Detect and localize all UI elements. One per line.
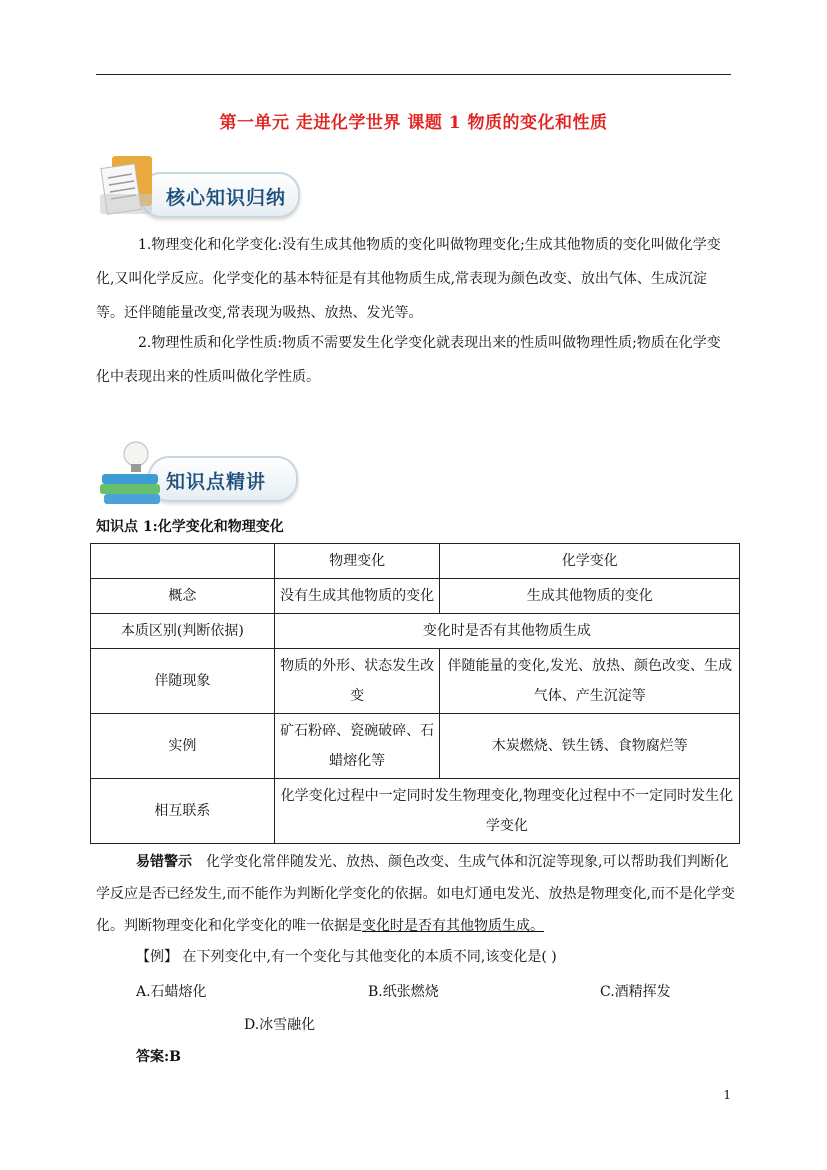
table-row	[91, 649, 740, 714]
chemical-cell: 生成其他物质的变化	[440, 579, 740, 614]
physical-cell: 没有生成其他物质的变化	[274, 579, 440, 614]
chemical-cell: 木炭燃烧、铁生锈、食物腐烂等	[440, 714, 740, 779]
core-paragraph-2: 2.物理性质和化学性质:物质不需要发生化学变化就表现出来的性质叫做物理性质;物质在化学变化中表现出来的性质叫做化学性质。	[96, 335, 721, 385]
table-row	[91, 579, 740, 614]
option-c: C.酒精挥发	[600, 984, 671, 1000]
table-header-cell: 化学变化	[440, 544, 740, 579]
warning-underlined-text: 变化时是否有其他物质生成。	[362, 918, 544, 934]
physical-cell: 物质的外形、状态发生改变	[274, 649, 440, 714]
row-label: 实例	[91, 714, 275, 779]
merged-cell: 化学变化过程中一定同时发生物理变化,物理变化过程中不一定同时发生化学变化	[274, 779, 739, 844]
knowledge-point-heading: 知识点 1:化学变化和物理变化	[96, 519, 284, 535]
table-row	[91, 779, 740, 844]
table-row	[91, 614, 740, 649]
table-row	[91, 714, 740, 779]
page-number: 1	[723, 1088, 731, 1102]
row-label: 相互联系	[91, 779, 275, 844]
table-header-cell	[91, 544, 275, 579]
header-rule	[96, 74, 731, 75]
chemical-cell: 伴随能量的变化,发光、放热、颜色改变、生成气体、产生沉淀等	[440, 649, 740, 714]
knowledge-detail-banner	[98, 438, 298, 512]
row-label: 本质区别(判断依据)	[91, 614, 275, 649]
folder-icon	[98, 154, 158, 224]
core-knowledge-banner	[98, 154, 298, 228]
banner-label: 知识点精讲	[166, 471, 267, 493]
banner-label: 核心知识归纳	[166, 187, 287, 209]
option-b: B.纸张燃烧	[368, 984, 439, 1000]
table-header-cell: 物理变化	[274, 544, 440, 579]
page-title: 第一单元 走进化学世界 课题 1 物质的变化和性质	[219, 113, 608, 133]
merged-cell: 变化时是否有其他物质生成	[274, 614, 739, 649]
example-question: 【例】 在下列变化中,有一个变化与其他变化的本质不同,该变化是( )	[136, 949, 557, 965]
comparison-table	[90, 543, 740, 844]
option-d: D.冰雪融化	[244, 1017, 316, 1033]
table-header-row	[91, 544, 740, 579]
row-label: 伴随现象	[91, 649, 275, 714]
warning-label: 易错警示	[136, 854, 192, 870]
books-bulb-icon	[98, 438, 168, 512]
common-mistake-note	[96, 846, 736, 942]
option-a: A.石蜡熔化	[136, 984, 207, 1000]
answer: 答案:B	[136, 1049, 182, 1065]
core-paragraph-1: 1.物理变化和化学变化:没有生成其他物质的变化叫做物理变化;生成其他物质的变化叫做化学变化,又叫化学反应。化学变化的基本特征是有其他物质生成,常表现为颜色改变、放出气体、生成沉淀等。还伴随能量改变,常表现为吸热、放热、发光等。	[96, 237, 721, 321]
row-label: 概念	[91, 579, 275, 614]
warning-text: 化学变化常伴随发光、放热、颜色改变、生成气体和沉淀等现象,可以帮助我们判断化学反应是否已经发生,而不能作为判断化学变化的依据。如电灯通电发光、放热是物理变化,而不是化学变化。判断物理变化和化学变化的唯一依据是	[96, 854, 735, 934]
physical-cell: 矿石粉碎、瓷碗破碎、石蜡熔化等	[274, 714, 440, 779]
